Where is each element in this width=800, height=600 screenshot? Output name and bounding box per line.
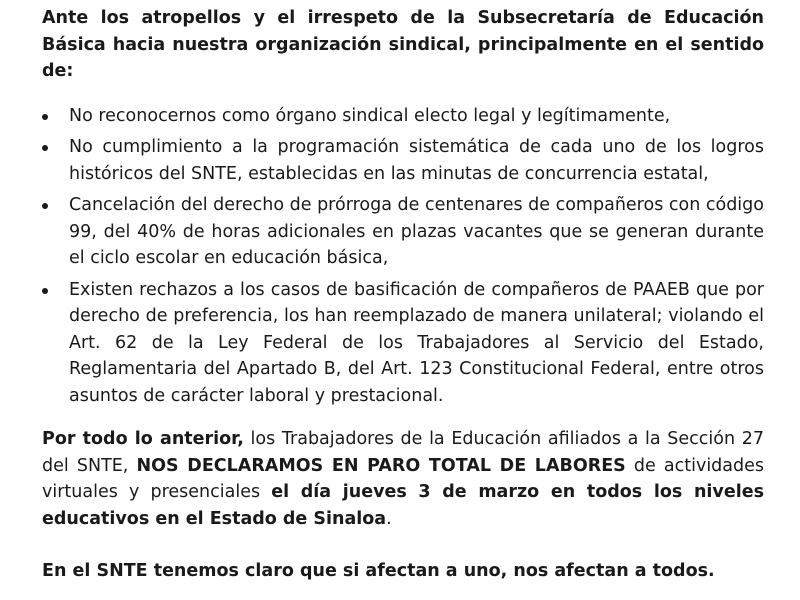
conclusion-paragraph bbox=[42, 426, 764, 532]
list-item-text: No reconocernos como órgano sindical electo legal y legítimamente, bbox=[69, 105, 671, 126]
intro-paragraph: Ante los atropellos y el irrespeto de la Subsecretaría de Educación Básica hacia nuestra organización sindical, principalmente en el sentido de: bbox=[42, 8, 764, 81]
list-item bbox=[42, 134, 764, 187]
closing-statement: En el SNTE tenemos claro que si afectan a uno, nos afectan a todos. bbox=[42, 561, 715, 581]
grievance-list bbox=[42, 103, 764, 410]
list-item-text: Existen rechazos a los casos de basificación de compañeros de PAAEB que por derecho de preferencia, los han reemplazado de manera unilateral; violando el Art. 62 de la Ley Federal de los Trabajadores al Servicio del Estado, Reglamentaria del Apartado B, del Art. 123 Constitucional Federal, entre otros asuntos de carácter laboral y prestacional. bbox=[69, 279, 764, 406]
strike-declaration: NOS DECLARAMOS EN PARO TOTAL DE LABORES bbox=[136, 455, 626, 476]
conclusion-text-3: . bbox=[386, 508, 392, 529]
list-item-text: Cancelación del derecho de prórroga de centenares de compañeros con código 99, del 40% de horas adicionales en plazas vacantes que se generan durante el ciclo escolar en educación básica, bbox=[69, 195, 764, 268]
document bbox=[42, 0, 764, 585]
list-item-text: No cumplimiento a la programación sistemática de cada uno de los logros históricos del SNTE, establecidas en las minutas de concurrencia estatal, bbox=[69, 137, 764, 184]
conclusion-text-1: los Trabajadores de la Educación afiliados a la Sección 27 del SNTE, bbox=[42, 429, 765, 476]
bullet-icon bbox=[42, 288, 48, 294]
conclusion-text-2: de actividades virtuales y presenciales bbox=[42, 455, 765, 502]
list-item bbox=[42, 277, 764, 410]
list-item bbox=[42, 103, 764, 130]
bullet-icon bbox=[42, 203, 48, 209]
bullet-icon bbox=[42, 145, 48, 151]
strike-date: el día jueves 3 de marzo en todos los niveles educativos en el Estado de Sinaloa bbox=[42, 482, 764, 529]
conclusion-lead: Por todo lo anterior, bbox=[42, 429, 244, 449]
bullet-icon bbox=[42, 114, 48, 120]
list-item bbox=[42, 192, 764, 272]
